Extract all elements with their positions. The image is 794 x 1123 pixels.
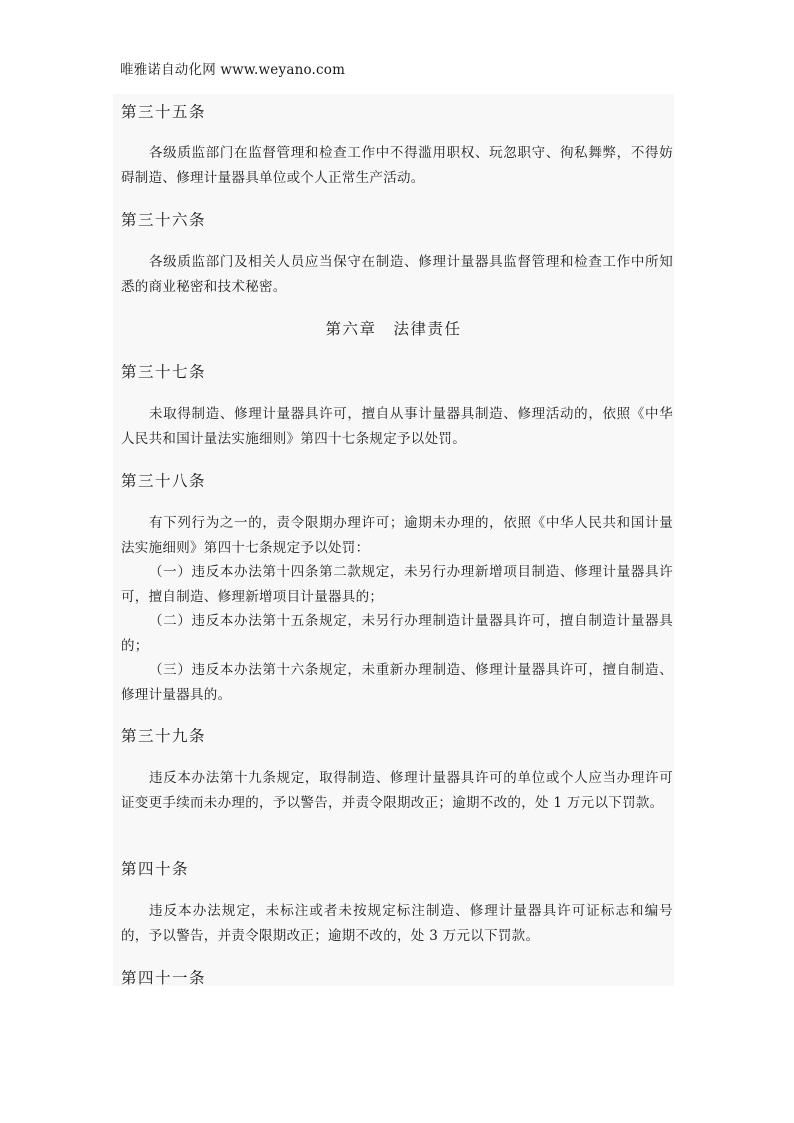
article-40-text: 违反本办法规定，未标注或者未按规定标注制造、修理计量器具许可证标志和编号的，予以警告，并责令限期改正；逾期不改的，处 3 万元以下罚款。 (121, 903, 673, 944)
article-35-text: 各级质监部门在监督管理和检查工作中不得滥用职权、玩忽职守、徇私舞弊，不得妨碍制造、修理计量器具单位或个人正常生产活动。 (121, 145, 673, 186)
article-36-title: 第三十六条 (121, 211, 207, 229)
article-38-item-2: （二）违反本办法第十五条规定，未另行办理制造计量器具许可，擅自制造计量器具的； (121, 613, 673, 654)
article-38-text: 有下列行为之一的，责令限期办理许可；逾期未办理的，依照《中华人民共和国计量法实施细则》第四十七条规定予以处罚： (121, 515, 673, 556)
page-header: 唯雅诺自动化网 www.weyano.com (120, 62, 346, 78)
document-body (113, 94, 674, 986)
article-39-title: 第三十九条 (121, 727, 207, 745)
article-36-text: 各级质监部门及相关人员应当保守在制造、修理计量器具监督管理和检查工作中所知悉的商业秘密和技术秘密。 (121, 254, 673, 295)
article-40-title: 第四十条 (121, 860, 190, 878)
article-41-title: 第四十一条 (121, 969, 207, 987)
article-39-text: 违反本办法第十九条规定，取得制造、修理计量器具许可的单位或个人应当办理许可证变更手续而未办理的，予以警告，并责令限期改正；逾期不改的，处 1 万元以下罚款。 (121, 770, 673, 811)
article-38-title: 第三十八条 (121, 472, 207, 490)
article-37-title: 第三十七条 (121, 363, 207, 381)
article-35-title: 第三十五条 (121, 103, 207, 121)
article-38-item-3: （三）违反本办法第十六条规定，未重新办理制造、修理计量器具许可，擅自制造、修理计量器具的。 (121, 662, 673, 703)
chapter-6-title: 第六章 法律责任 (325, 320, 462, 338)
article-37-text: 未取得制造、修理计量器具许可，擅自从事计量器具制造、修理活动的，依照《中华人民共和国计量法实施细则》第四十七条规定予以处罚。 (121, 406, 673, 447)
article-38-item-1: （一）违反本办法第十四条第二款规定，未另行办理新增项目制造、修理计量器具许可，擅自制造、修理新增项目计量器具的； (121, 564, 673, 605)
